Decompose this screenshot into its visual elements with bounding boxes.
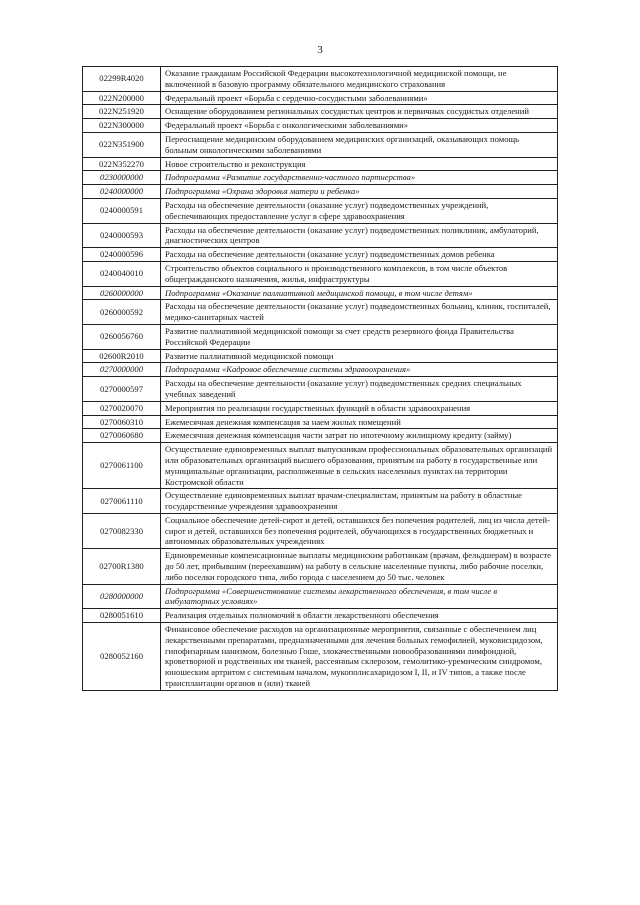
row-code: 0240000593 <box>83 223 161 248</box>
table-row <box>83 198 558 223</box>
row-description: Единовременные компенсационные выплаты медицинским работникам (врачам, фельдшерам) в возрасте до 50 лет, прибывшим (переехавшим) на работу в сельские населенные пункты, либо рабочие поселки, либо поселки городского типа, либо города с населением до 50 тыс. человек <box>161 549 558 584</box>
row-code: 022N351900 <box>83 132 161 157</box>
row-description: Ежемесячная денежная компенсация части затрат по ипотечному жилищному кредиту (займу) <box>161 429 558 443</box>
row-code: 0280051610 <box>83 609 161 623</box>
row-description: Финансовое обеспечение расходов на организационные мероприятия, связанные с обеспечением лиц лекарственными препаратами, предназначенными для лечения больных гемофилией, муковисцидозом, гипофизарным нанизмом, болезнью Гоше, злокачественными новообразованиями лимфоидной, кроветворной и родственных им тканей, рассеянным склерозом, гемолитико-уремическим синдромом, юношеским артритом с системным началом, мукополисахаридозом I, II, и IV типов, а также после трансплантации органов и (или) тканей <box>161 623 558 691</box>
row-description: Развитие паллиативной медицинской помощи за счет средств резервного фонда Правительства Российской Федерации <box>161 324 558 349</box>
row-description: Оказание гражданам Российской Федерации высокотехнологичной медицинской помощи, не включенной в базовую программу обязательного медицинского страхования <box>161 67 558 92</box>
table-row <box>83 67 558 92</box>
row-code: 02299R4020 <box>83 67 161 92</box>
row-description: Подпрограмма «Кадровое обеспечение системы здравоохранения» <box>161 363 558 377</box>
row-code: 0240000596 <box>83 248 161 262</box>
table-row <box>83 623 558 691</box>
row-description: Мероприятия по реализации государственных функций в области здравоохранения <box>161 401 558 415</box>
row-code: 02700R1380 <box>83 549 161 584</box>
table-row <box>83 349 558 363</box>
row-code: 022N251920 <box>83 105 161 119</box>
row-description: Федеральный проект «Борьба с онкологическими заболеваниями» <box>161 119 558 133</box>
table-row <box>83 119 558 133</box>
row-code: 0280000000 <box>83 584 161 609</box>
budget-classification-table <box>82 66 558 691</box>
row-description: Расходы на обеспечение деятельности (оказание услуг) подведомственных средних специальных учебных заведений <box>161 377 558 402</box>
row-description: Подпрограмма «Совершенствование системы лекарственного обеспечения, в том числе в амбулаторных условиях» <box>161 584 558 609</box>
table-row <box>83 513 558 548</box>
table-row <box>83 286 558 300</box>
row-description: Расходы на обеспечение деятельности (оказание услуг) подведомственных больниц, клиник, госпиталей, медико-санитарных частей <box>161 300 558 325</box>
row-code: 02600R2010 <box>83 349 161 363</box>
row-code: 0270060680 <box>83 429 161 443</box>
table-row <box>83 91 558 105</box>
row-code: 0270020070 <box>83 401 161 415</box>
row-code: 0270000597 <box>83 377 161 402</box>
row-code: 0270060310 <box>83 415 161 429</box>
table-row <box>83 248 558 262</box>
table-row <box>83 185 558 199</box>
row-description: Новое строительство и реконструкция <box>161 157 558 171</box>
row-description: Социальное обеспечение детей-сирот и детей, оставшихся без попечения родителей, лиц из числа детей-сирот и детей, оставшихся без попечения родителей, обучающихся в государственных бюджетных и автономных образовательных учреждениях <box>161 513 558 548</box>
table-row <box>83 132 558 157</box>
row-description: Реализация отдельных полномочий в области лекарственного обеспечения <box>161 609 558 623</box>
row-code: 022N200000 <box>83 91 161 105</box>
table-row <box>83 157 558 171</box>
table-row <box>83 105 558 119</box>
row-code: 0270082330 <box>83 513 161 548</box>
row-code: 0270061100 <box>83 443 161 489</box>
row-description: Подпрограмма «Развитие государственно-частного партнерства» <box>161 171 558 185</box>
row-code: 022N300000 <box>83 119 161 133</box>
row-code: 0270061110 <box>83 489 161 514</box>
row-description: Оснащение оборудованием региональных сосудистых центров и первичных сосудистых отделений <box>161 105 558 119</box>
row-code: 0240000000 <box>83 185 161 199</box>
table-row <box>83 401 558 415</box>
row-description: Осуществление единовременных выплат выпускникам профессиональных образовательных организаций или образовательных организаций высшего образования, принятым на работу в государственные или муниципальные организации, расположенные в сельских населенных пунктах на территории Костромской области <box>161 443 558 489</box>
row-code: 0260000000 <box>83 286 161 300</box>
table-row <box>83 363 558 377</box>
table-row <box>83 223 558 248</box>
row-description: Расходы на обеспечение деятельности (оказание услуг) подведомственных учреждений, обеспечивающих предоставление услуг в сфере здравоохранения <box>161 198 558 223</box>
row-description: Федеральный проект «Борьба с сердечно-сосудистыми заболеваниями» <box>161 91 558 105</box>
table-row <box>83 377 558 402</box>
row-description: Ежемесячная денежная компенсация за наем жилых помещений <box>161 415 558 429</box>
table-row <box>83 609 558 623</box>
page-number: 3 <box>317 44 323 56</box>
row-code: 0260056760 <box>83 324 161 349</box>
row-code: 0270000000 <box>83 363 161 377</box>
table-row <box>83 549 558 584</box>
row-code: 0240040010 <box>83 261 161 286</box>
row-description: Подпрограмма «Оказание паллиативной медицинской помощи, в том числе детям» <box>161 286 558 300</box>
table-row <box>83 324 558 349</box>
row-description: Подпрограмма «Охрана здоровья матери и ребенка» <box>161 185 558 199</box>
row-code: 022N352270 <box>83 157 161 171</box>
row-code: 0230000000 <box>83 171 161 185</box>
row-code: 0240000591 <box>83 198 161 223</box>
table-row <box>83 489 558 514</box>
row-description: Осуществление единовременных выплат врачам-специалистам, принятым на работу в областные государственные учреждения здравоохранения <box>161 489 558 514</box>
row-description: Строительство объектов социального и производственного комплексов, в том числе объектов общегражданского назначения, жилья, инфраструктуры <box>161 261 558 286</box>
row-description: Переоснащение медицинским оборудованием медицинских организаций, оказывающих помощь больным онкологическими заболеваниями <box>161 132 558 157</box>
table-row <box>83 429 558 443</box>
row-description: Расходы на обеспечение деятельности (оказание услуг) подведомственных поликлиник, амбулаторий, диагностических центров <box>161 223 558 248</box>
table-row <box>83 415 558 429</box>
table-row <box>83 300 558 325</box>
table-body <box>83 67 558 691</box>
row-description: Развитие паллиативной медицинской помощи <box>161 349 558 363</box>
table-row <box>83 443 558 489</box>
row-code: 0280052160 <box>83 623 161 691</box>
row-code: 0260000592 <box>83 300 161 325</box>
table-row <box>83 171 558 185</box>
row-description: Расходы на обеспечение деятельности (оказание услуг) подведомственных домов ребенка <box>161 248 558 262</box>
table-row <box>83 261 558 286</box>
table-row <box>83 584 558 609</box>
